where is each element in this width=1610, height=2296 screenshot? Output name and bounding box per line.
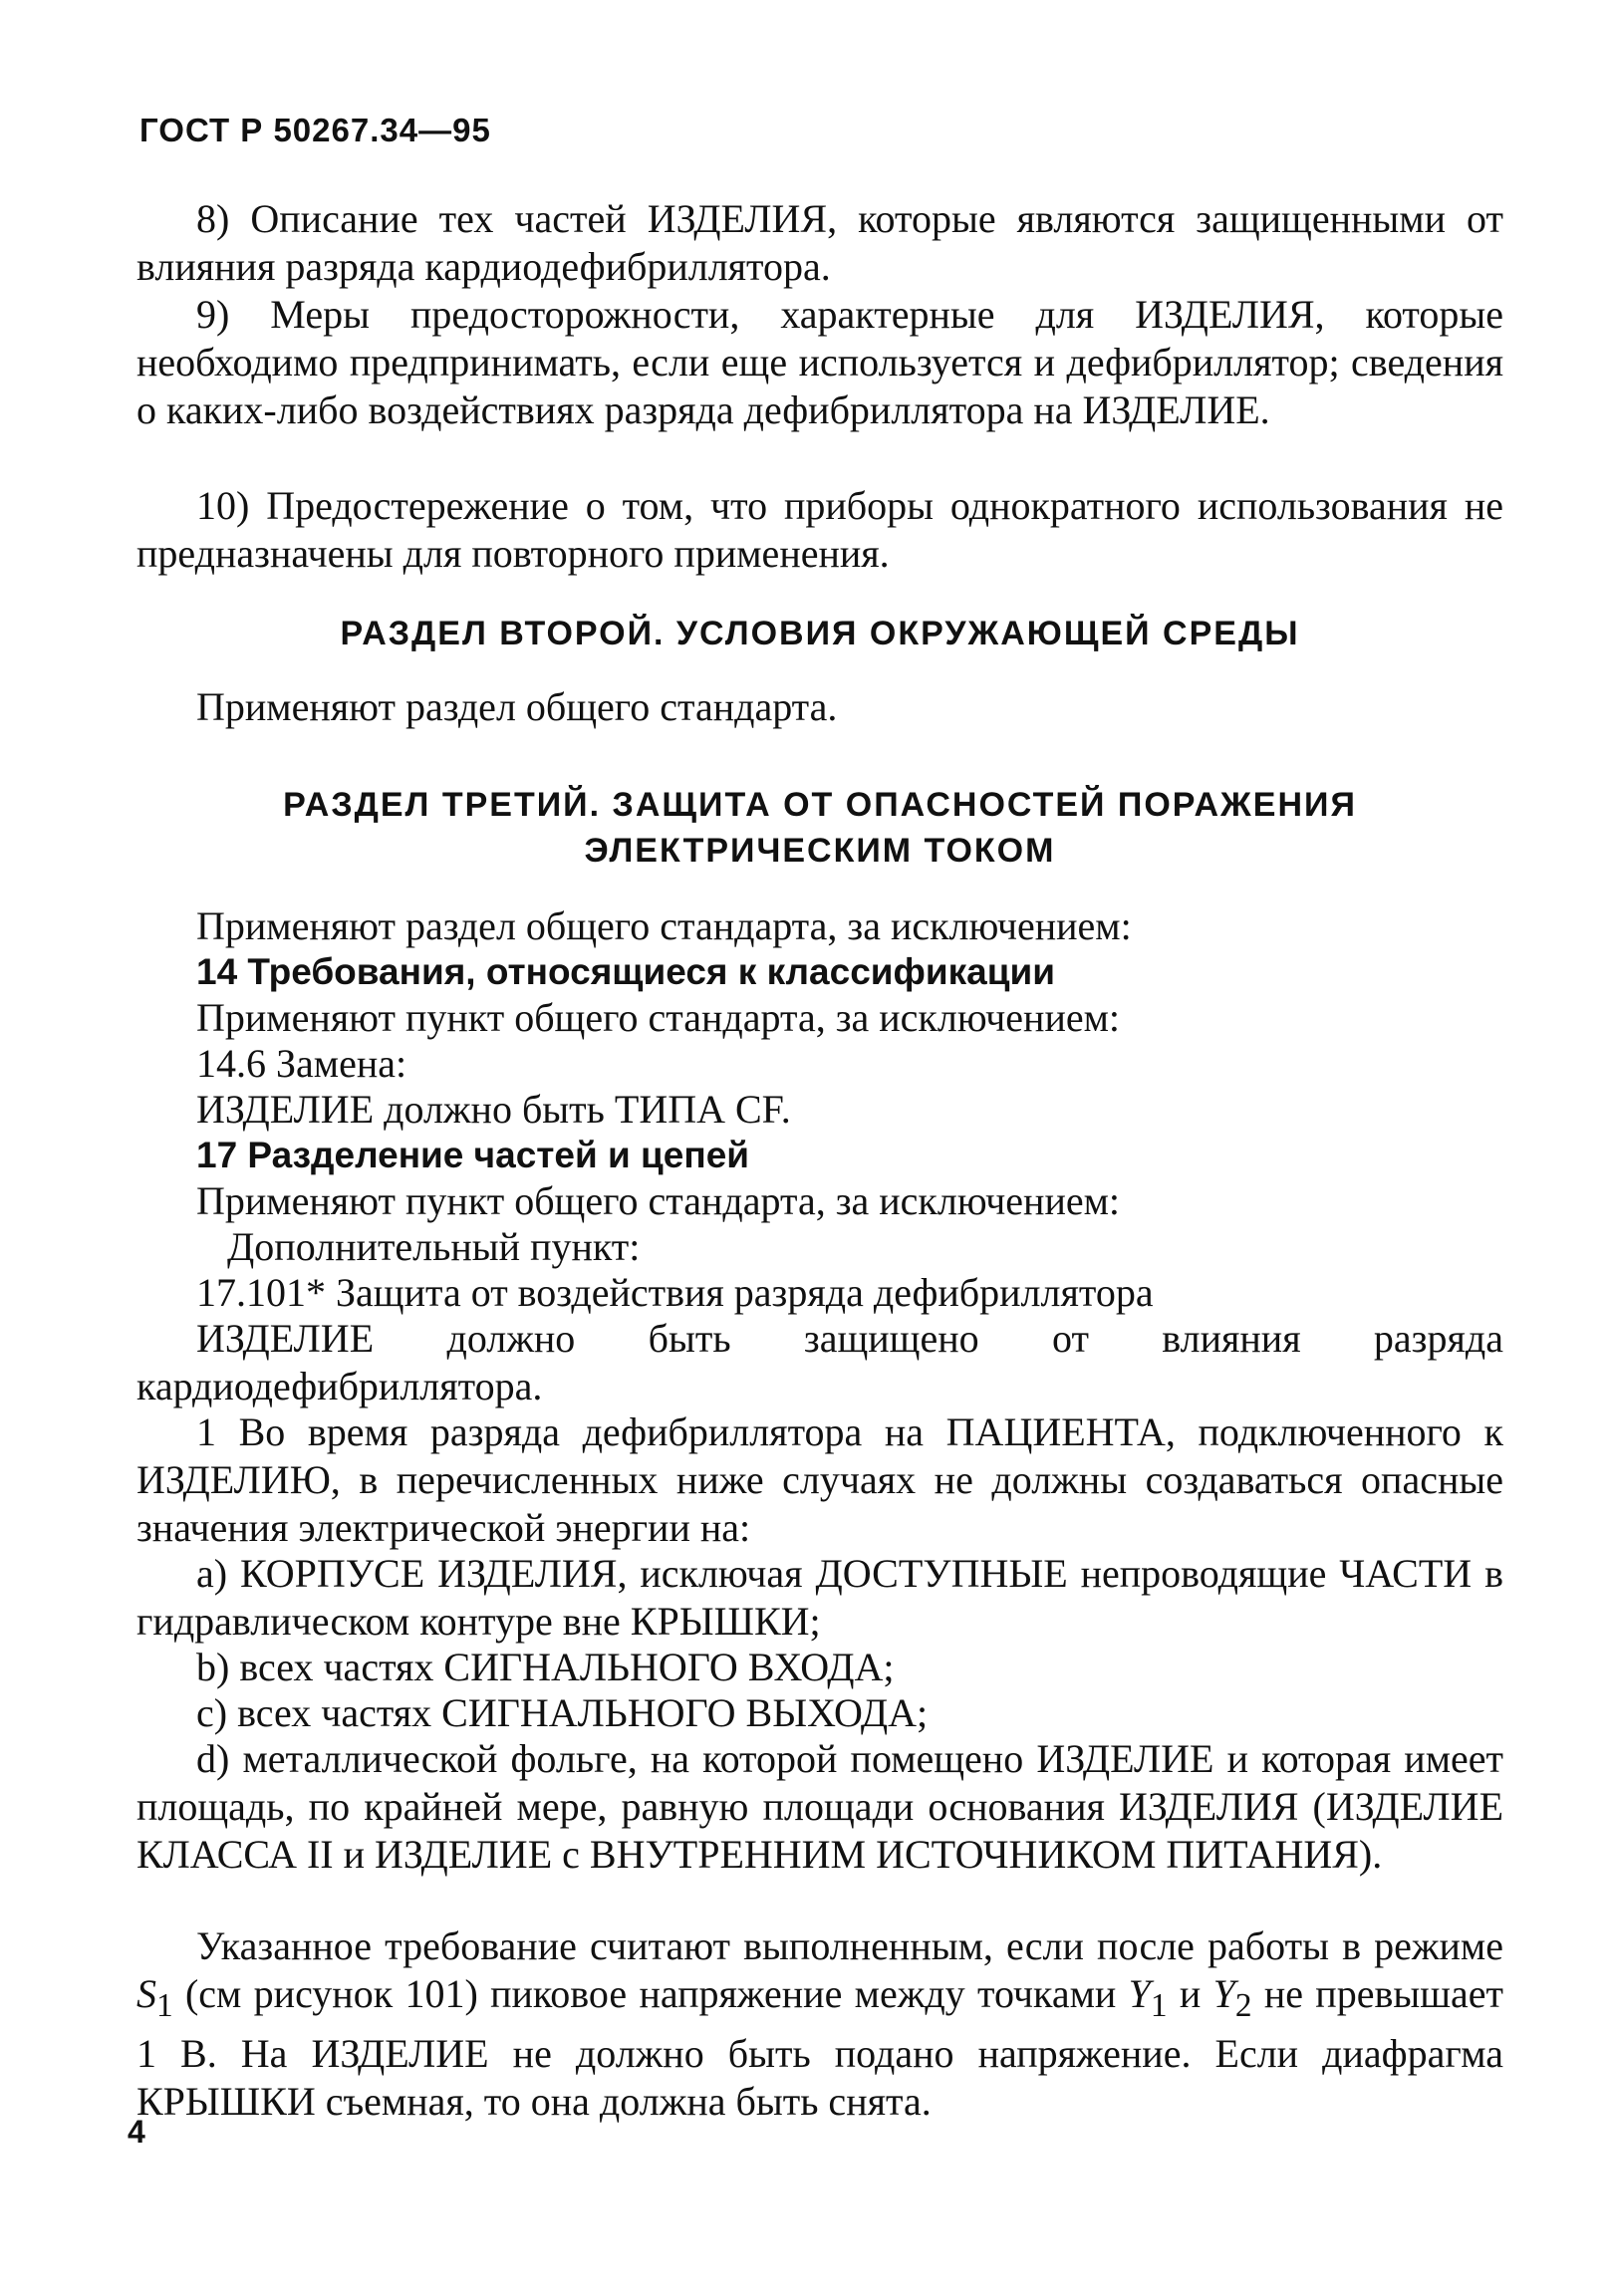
final-text-part2: (см рисунок 101) пиковое напряжение между точками xyxy=(172,1971,1129,2016)
section3-intro: Применяют раздел общего стандарта, за исключением: xyxy=(196,903,1132,948)
page-number: 4 xyxy=(128,2114,145,2150)
clause17-apply: Применяют пункт общего стандарта, за исключением: xyxy=(196,1178,1121,1223)
section2-text: Применяют раздел общего стандарта. xyxy=(196,684,838,729)
clause17-101-title: 17.101* Защита от воздействия разряда дефибриллятора xyxy=(196,1270,1154,1315)
section3-heading-line1: РАЗДЕЛ ТРЕТИЙ. ЗАЩИТА ОТ ОПАСНОСТЕЙ ПОРАЖЕНИЯ xyxy=(283,786,1357,824)
final-text-part1: Указанное требование считают выполненным, если после работы в режиме xyxy=(196,1923,1503,1968)
clause14-apply: Применяют пункт общего стандарта, за исключением: xyxy=(196,995,1121,1040)
list-item-d: d) металлической фольге, на которой помещено ИЗДЕЛИЕ и которая имеет площадь, по крайней мере, равную площади основания ИЗДЕЛИЯ (ИЗДЕЛИЕ КЛАССА II и ИЗДЕЛИЕ с ВНУТРЕННИМ ИСТОЧНИКОМ ПИТАНИЯ). xyxy=(136,1736,1503,1877)
document-header: ГОСТ Р 50267.34—95 xyxy=(139,112,491,148)
list-item-c: c) всех частях СИГНАЛЬНОГО ВЫХОДА; xyxy=(196,1690,929,1735)
item-10: 10) Предостережение о том, что приборы однократного использования не предназначены для повторного применения. xyxy=(136,483,1503,576)
symbol-s: S xyxy=(136,1971,156,2016)
symbol-y1-sub: 1 xyxy=(1150,1987,1168,2024)
clause17-title: 17 Разделение частей и цепей xyxy=(196,1135,750,1175)
clause14-6: 14.6 Замена: xyxy=(196,1041,407,1086)
final-paragraph xyxy=(136,1922,1503,2126)
item-8: 8) Описание тех частей ИЗДЕЛИЯ, которые являются защищенными от влияния разряда кардиодефибриллятора. xyxy=(136,196,1503,289)
item-9: 9) Меры предосторожности, характерные для ИЗДЕЛИЯ, которые необходимо предпринимать, если еще используется и дефибриллятор; сведения о каких-либо воздействиях разряда дефибриллятора на ИЗДЕЛИЕ. xyxy=(136,292,1503,432)
symbol-y1: Y xyxy=(1128,1971,1151,2016)
clause14-6-text: ИЗДЕЛИЕ должно быть ТИПА CF. xyxy=(196,1087,791,1132)
final-text-part3: не превышает 1 В. На ИЗДЕЛИЕ не должно быть подано напряжение. Если диафрагма КРЫШКИ съемная, то она должна быть снята. xyxy=(136,1971,1504,2124)
list-item-b: b) всех частях СИГНАЛЬНОГО ВХОДА; xyxy=(196,1645,895,1689)
section3-heading-line2: ЭЛЕКТРИЧЕСКИМ ТОКОМ xyxy=(584,832,1056,870)
final-text-and: и xyxy=(1167,1971,1213,2016)
list-item-a: a) КОРПУСЕ ИЗДЕЛИЯ, исключая ДОСТУПНЫЕ непроводящие ЧАСТИ в гидравлическом контуре вне КРЫШКИ; xyxy=(136,1551,1503,1644)
clause14-title: 14 Требования, относящиеся к классификации xyxy=(196,951,1055,992)
clause17-101-text: ИЗДЕЛИЕ должно быть защищено от влияния разряда кардиодефибриллятора. xyxy=(136,1316,1503,1408)
symbol-y2-sub: 2 xyxy=(1234,1987,1252,2024)
section2-heading: РАЗДЕЛ ВТОРОЙ. УСЛОВИЯ ОКРУЖАЮЩЕЙ СРЕДЫ xyxy=(340,615,1300,652)
paragraph-1: 1 Во время разряда дефибриллятора на ПАЦИЕНТА, подключенного к ИЗДЕЛИЮ, в перечисленных ниже случаях не должны создаваться опасные значения электрической энергии на: xyxy=(136,1409,1503,1550)
clause17-additional: Дополнительный пункт: xyxy=(227,1224,641,1269)
symbol-s-sub: 1 xyxy=(156,1987,173,2024)
symbol-y2: Y xyxy=(1212,1971,1235,2016)
